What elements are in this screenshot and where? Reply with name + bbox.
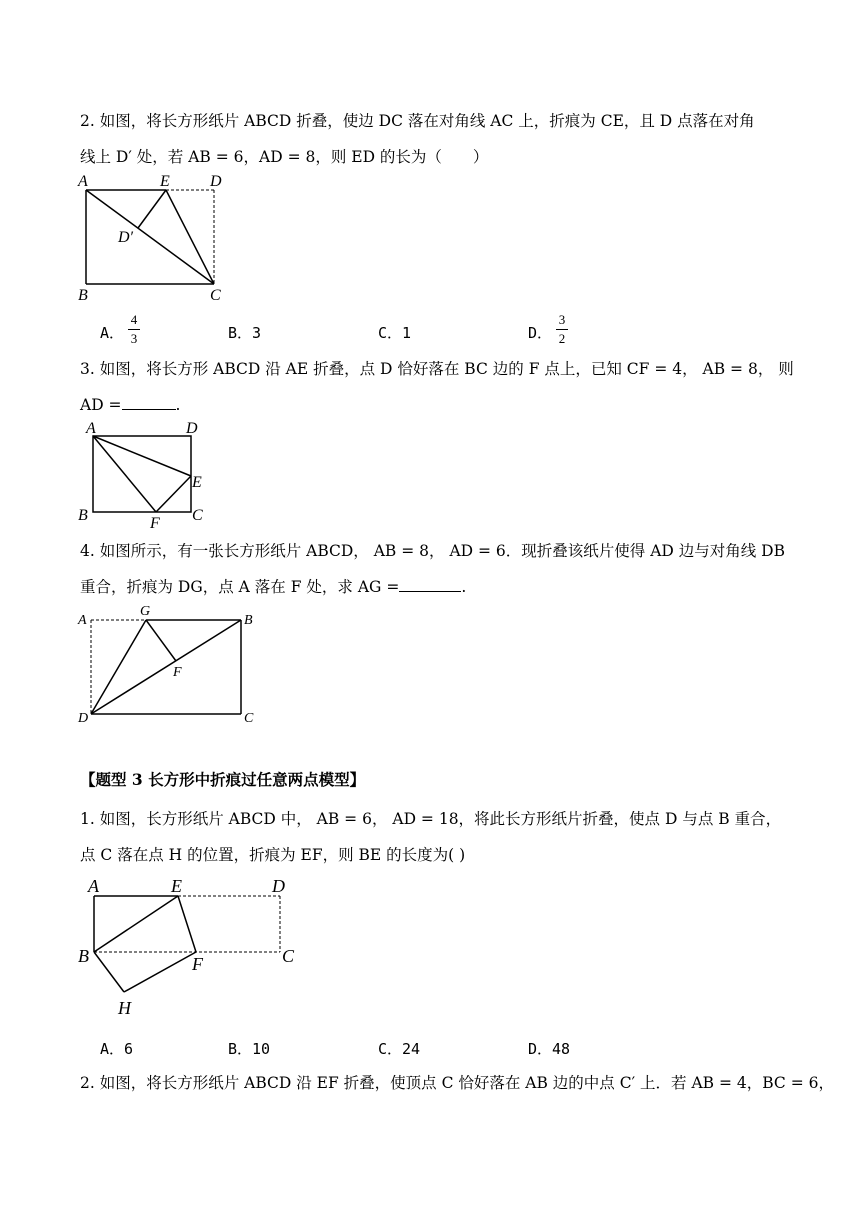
q1b-option-b[interactable]: B．10: [228, 1040, 271, 1058]
q2-label-d: D: [210, 173, 222, 190]
q1b-label-c: C: [282, 946, 295, 966]
q4-answer-blank[interactable]: [399, 577, 461, 592]
q1b-label-f: F: [192, 954, 203, 974]
q3-label-a: A: [86, 420, 96, 437]
q3-answer-suffix: .: [175, 396, 181, 414]
q2-option-c[interactable]: C．1: [378, 324, 412, 342]
q2-figure: [76, 170, 236, 310]
q3-label-f: F: [150, 515, 160, 531]
q3-figure: [76, 416, 216, 531]
q2-label-b: B: [78, 287, 88, 304]
q4-text-line1: 4. 如图所示，有一张长方形纸片 ABCD， AB = 8， AD = 6．现折叠该纸片使得 AD 边与对角线 DB: [80, 542, 785, 560]
q1b-option-a[interactable]: A．6: [100, 1040, 134, 1058]
q4-answer-prefix: 重合，折痕为 DG，点 A 落在 F 处，求 AG =: [80, 578, 400, 596]
q3-answer-prefix: AD =: [80, 396, 122, 414]
q1b-label-a: A: [88, 876, 99, 896]
q4-label-c: C: [244, 711, 254, 726]
q2-text-line2: 线上 D′ 处，若 AB = 6，AD = 8，则 ED 的长为（ ）: [80, 148, 489, 166]
q1b-figure: [76, 872, 306, 1022]
q4-label-f: F: [173, 665, 182, 680]
q3-text-line2: [80, 394, 180, 416]
q1b-label-d: D: [272, 876, 285, 896]
q1b-text-line2: 点 C 落在点 H 的位置，折痕为 EF，则 BE 的长度为( ): [80, 846, 466, 864]
q2-option-a-numerator: 4: [130, 312, 138, 327]
q1b-text-line1: 1. 如图，长方形纸片 ABCD 中， AB = 6， AD = 18，将此长方形纸片折叠，使点 D 与点 B 重合，: [80, 810, 782, 828]
q2-label-c: C: [210, 287, 221, 304]
q4-answer-suffix: .: [461, 578, 467, 596]
q3-answer-blank[interactable]: [122, 395, 176, 410]
q1b-label-e: E: [171, 876, 182, 896]
q2-label-e: E: [160, 173, 170, 190]
q3-label-c: C: [192, 507, 203, 524]
q3-label-b: B: [78, 507, 88, 524]
q2-option-d-fraction: [556, 312, 568, 347]
q2-option-a-denominator: 3: [130, 331, 138, 346]
q2-option-d-denominator: 2: [558, 331, 566, 346]
q2-text-line1: 2. 如图，将长方形纸片 ABCD 折叠，使边 DC 落在对角线 AC 上，折痕为 CE，且 D 点落在对角: [80, 112, 755, 130]
q1b-label-b: B: [78, 946, 89, 966]
q2-option-d[interactable]: D．: [528, 324, 553, 342]
q4-label-b: B: [244, 613, 253, 628]
q2-option-a-fraction: [128, 312, 140, 347]
q3-label-e: E: [192, 474, 202, 491]
q4-label-g: G: [140, 604, 151, 619]
q2b-text-line1: 2. 如图，将长方形纸片 ABCD 沿 EF 折叠，使顶点 C 恰好落在 AB 边的中点 C′ 上．若 AB = 4，BC = 6，: [80, 1074, 834, 1092]
q4-figure: [76, 602, 276, 728]
q2-option-a[interactable]: A．: [100, 324, 125, 342]
q4-text-line2: [80, 576, 466, 598]
section-heading: 【题型 3 长方形中折痕过任意两点模型】: [80, 770, 366, 789]
q2-option-b[interactable]: B．3: [228, 324, 262, 342]
q1b-option-c[interactable]: C．24: [378, 1040, 421, 1058]
q2-option-d-numerator: 3: [558, 312, 566, 327]
q1b-option-d[interactable]: D．48: [528, 1040, 571, 1058]
q4-label-a: A: [78, 613, 87, 628]
q3-label-d: D: [186, 420, 198, 437]
q4-label-d: D: [78, 711, 89, 726]
q1b-label-h: H: [118, 998, 131, 1018]
q3-text-line1: 3. 如图，将长方形 ABCD 沿 AE 折叠，点 D 恰好落在 BC 边的 F 点上，已知 CF = 4， AB = 8， 则: [80, 360, 794, 378]
q2-label-dprime: D′: [118, 229, 134, 246]
q2-label-a: A: [78, 173, 88, 190]
